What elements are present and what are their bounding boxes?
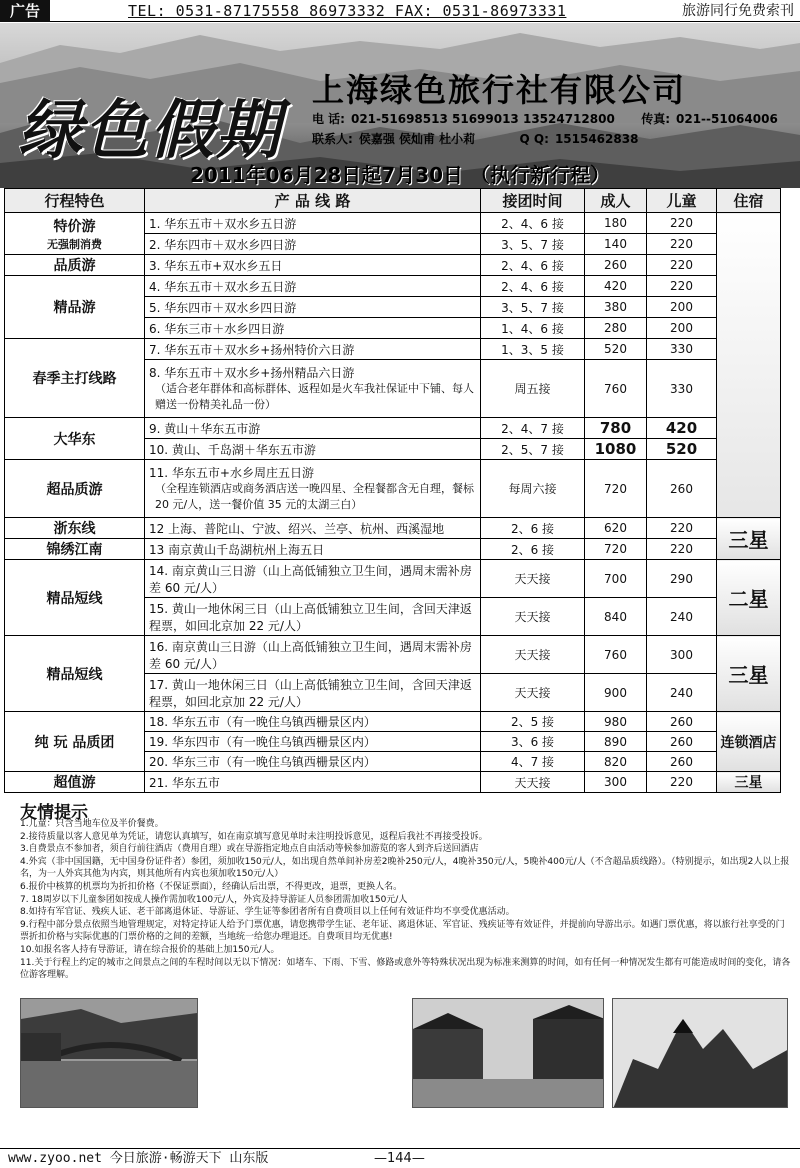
table-header-row: [5, 189, 781, 213]
ancient-town-bridge-photo: [20, 998, 198, 1108]
tip-item: 2.接待质量以客人意见单为凭证，请您认真填写，如在南京填写意见单时未注明投诉意见，返程后我社不再接受投诉。: [20, 831, 488, 842]
stay-cell: 连锁酒店: [717, 712, 781, 772]
category-cell: 纯 玩 品质团: [5, 712, 145, 772]
footer: [0, 1148, 800, 1168]
adult-price-cell: 380: [585, 297, 647, 318]
qq-label: Q Q:: [519, 132, 549, 146]
header-adult: 成人: [585, 189, 647, 213]
qq-value: 1515462838: [554, 132, 639, 146]
route-cell: 9. 黄山＋华东五市游: [145, 418, 481, 439]
tip-item: 11.关于行程上约定的城市之间景点之间的车程时间以无以下情况：如堵车、下雨、下雪、修路或意外等特殊状况出现为标准来测算的时间，如有任何一种情况发生都有可能造成时间的变化，请各位游客理解。: [20, 957, 791, 981]
route-cell: 21. 华东五市: [145, 772, 481, 793]
adult-price-cell: 760: [585, 636, 647, 674]
route-cell: 5. 华东四市＋双水乡四日游: [145, 297, 481, 318]
route-cell: 3. 华东五市+双水乡五日: [145, 255, 481, 276]
stay-cell: 三星: [717, 518, 781, 560]
category-cell: 锦绣江南: [5, 539, 145, 560]
adult-price-cell: 700: [585, 560, 647, 598]
header-child: 儿童: [647, 189, 717, 213]
tip-item: 7. 18周岁以下儿童参团如按成人操作需加收100元/人，外宾及持导游证人员参团需加收150元/人: [20, 894, 408, 905]
adult-price-cell: 620: [585, 518, 647, 539]
date-banner: 2011年06月28日起7月30日 （执行新行程）: [189, 163, 611, 187]
adult-price-cell: 260: [585, 255, 647, 276]
child-price-cell: 220: [647, 539, 717, 560]
child-price-cell: 240: [647, 598, 717, 636]
route-cell: 13 南京黄山千岛湖杭州上海五日: [145, 539, 481, 560]
table-row: [5, 418, 781, 439]
child-price-cell: 220: [647, 276, 717, 297]
stay-cell: 三星: [717, 772, 781, 793]
stay-cell-empty: [717, 213, 781, 518]
tips-list: [20, 818, 792, 982]
fax-value: 021--51064006: [676, 112, 778, 126]
phone-value: 021-51698513 51699013 13524712800: [350, 112, 615, 126]
child-price-cell: 200: [647, 297, 717, 318]
time-cell: 2、4、6 接: [481, 276, 585, 297]
stay-cell: 二星: [717, 560, 781, 636]
page-number: —144—: [374, 1151, 425, 1166]
child-price-cell: 220: [647, 213, 717, 234]
time-cell: 2、4、6 接: [481, 213, 585, 234]
time-cell: 2、6 接: [481, 518, 585, 539]
fax-label: 传真:: [641, 112, 670, 126]
table-row: [5, 712, 781, 732]
time-cell: 2、4、7 接: [481, 418, 585, 439]
route-cell: 12 上海、普陀山、宁波、绍兴、兰亭、杭州、西溪湿地: [145, 518, 481, 539]
route-cell: 19. 华东四市（有一晚住乌镇西栅景区内）: [145, 732, 481, 752]
child-price-cell: 220: [647, 234, 717, 255]
contacts-value: 侯嘉强 侯灿甫 杜小莉: [358, 132, 476, 146]
table-row: [5, 518, 781, 539]
adult-price-cell: 420: [585, 276, 647, 297]
time-cell: 周五接: [481, 360, 585, 418]
route-cell: 14. 南京黄山三日游（山上高低铺独立卫生间，遇周末需补房差 60 元/人）: [145, 560, 481, 598]
tip-item: 6.报价中核算的机票均为折扣价格（不保证票面），经确认后出票，不得更改，退票，更换人名。: [20, 881, 403, 892]
child-price-cell: 260: [647, 732, 717, 752]
table-row: [5, 460, 781, 518]
adult-price-cell: 980: [585, 712, 647, 732]
route-cell: 10. 黄山、千岛湖＋华东五市游: [145, 439, 481, 460]
time-cell: 3、6 接: [481, 732, 585, 752]
route-cell: 6. 华东三市＋水乡四日游: [145, 318, 481, 339]
route-cell: 8. 华东五市＋双水乡+扬州精品六日游 （适合老年群体和高标群体、返程如是火车我社保证中下铺、每人赠送一份精美礼品一份）: [145, 360, 481, 418]
time-cell: 天天接: [481, 598, 585, 636]
time-cell: 2、5 接: [481, 712, 585, 732]
contacts-label: 联系人:: [312, 132, 353, 146]
header-time: 接团时间: [481, 189, 585, 213]
time-cell: 3、5、7 接: [481, 234, 585, 255]
company-name: 上海绿色旅行社有限公司: [312, 71, 687, 109]
tip-item: 3.自费景点不参加者，须自行前往酒店（费用自理）或在导游指定地点自由活动等候参加游览的客人到齐后送回酒店: [20, 844, 479, 855]
table-row: [5, 255, 781, 276]
route-cell: 15. 黄山一地休闲三日（山上高低铺独立卫生间，含回天津返程票，如回北京加 22 元/人）: [145, 598, 481, 636]
child-price-cell: 260: [647, 712, 717, 732]
tip-item: 9.行程中部分景点依照当地管理规定，对特定持证人给予门票优惠，请您携带学生证、老年证、离退休证、军官证、残疾证等有效证件，并提前向导游出示。如遇门票优惠，将以旅行社享受的门票折扣价格与实际优惠的门票价格的之间的差额，当地统一给您办理退还。自费项目均无优惠!: [20, 919, 785, 943]
phone-label: 电 话:: [312, 112, 345, 126]
time-cell: 2、6 接: [481, 539, 585, 560]
adult-price-cell: 840: [585, 598, 647, 636]
child-price-cell: 200: [647, 318, 717, 339]
adult-price-cell: 180: [585, 213, 647, 234]
tip-item: 8.如持有军官证、残疾人证、老干部离退休证、导游证、学生证等参团者所有自费项目以上任何有效证件均不享受优惠活动。: [20, 907, 515, 918]
adult-price-cell: 890: [585, 732, 647, 752]
route-cell: 18. 华东五市（有一晚住乌镇西栅景区内）: [145, 712, 481, 732]
adult-price-cell: 300: [585, 772, 647, 793]
table-row: [5, 339, 781, 360]
child-price-cell: 330: [647, 360, 717, 418]
ad-badge: 广告: [0, 0, 50, 22]
child-price-cell: 220: [647, 518, 717, 539]
route-cell: 16. 南京黄山三日游（山上高低铺独立卫生间，遇周末需补房差 60 元/人）: [145, 636, 481, 674]
adult-price-cell: 900: [585, 674, 647, 712]
water-town-canal-photo: [412, 998, 604, 1108]
route-note: （全程连锁酒店或商务酒店送一晚四星、全程餐都含无自理，餐标 20 元/人，送一餐价值 35 元的太湖三白）: [155, 482, 474, 511]
header-route: 产 品 线 路: [145, 189, 481, 213]
itinerary-price-table: [4, 188, 781, 793]
photo-strip: [20, 998, 788, 1108]
adult-price-cell: 140: [585, 234, 647, 255]
top-contact-line: TEL: 0531-87175558 86973332 FAX: 0531-86973331: [128, 2, 567, 20]
huangshan-mountain-photo: [612, 998, 788, 1108]
time-cell: 天天接: [481, 636, 585, 674]
adult-price-cell: 1080: [585, 439, 647, 460]
tip-item: 1.儿童：只含当地车位及半价餐费。: [20, 819, 164, 829]
brand-logo-text: 绿色假期: [18, 93, 282, 168]
route-cell: 2. 华东四市＋双水乡四日游: [145, 234, 481, 255]
route-cell: 20. 华东三市（有一晚住乌镇西栅景区内）: [145, 752, 481, 772]
route-cell: 7. 华东五市＋双水乡+扬州特价六日游: [145, 339, 481, 360]
child-price-cell: 260: [647, 752, 717, 772]
child-price-cell: 420: [647, 418, 717, 439]
route-cell: 11. 华东五市+水乡周庄五日游 （全程连锁酒店或商务酒店送一晚四星、全程餐都含无自理，餐标 20 元/人，送一餐价值 35 元的太湖三白）: [145, 460, 481, 518]
table-row: [5, 560, 781, 598]
time-cell: 天天接: [481, 674, 585, 712]
category-cell: 超值游: [5, 772, 145, 793]
time-cell: 每周六接: [481, 460, 585, 518]
category-cell: 超品质游: [5, 460, 145, 518]
category-cell: 精品短线: [5, 560, 145, 636]
time-cell: 2、5、7 接: [481, 439, 585, 460]
child-price-cell: 220: [647, 772, 717, 793]
child-price-cell: 290: [647, 560, 717, 598]
time-cell: 天天接: [481, 772, 585, 793]
adult-price-cell: 280: [585, 318, 647, 339]
child-price-cell: 260: [647, 460, 717, 518]
child-price-cell: 220: [647, 255, 717, 276]
tip-item: 4.外宾（非中国国籍，无中国身份证件者）参团，须加收150元/人，如出现自然单间补房差2晚补250元/人，4晚补350元/人，5晚补400元/人（不含超品质线路）。（特别提示，如出现2人以上报名，为一人外宾其他为内宾，则其他所有内宾也须加收150元/人）: [20, 856, 790, 880]
header-feature: 行程特色: [5, 189, 145, 213]
adult-price-cell: 720: [585, 539, 647, 560]
category-cell: 浙东线: [5, 518, 145, 539]
time-cell: 1、3、5 接: [481, 339, 585, 360]
adult-price-cell: 760: [585, 360, 647, 418]
route-cell: 1. 华东五市＋双水乡五日游: [145, 213, 481, 234]
adult-price-cell: 520: [585, 339, 647, 360]
category-cell: 精品游: [5, 276, 145, 339]
table-row: [5, 636, 781, 674]
child-price-cell: 520: [647, 439, 717, 460]
table-row: [5, 772, 781, 793]
time-cell: 2、4、6 接: [481, 255, 585, 276]
category-cell: 特价游 无强制消费: [5, 213, 145, 255]
route-note: （适合老年群体和高标群体、返程如是火车我社保证中下铺、每人赠送一份精美礼品一份）: [155, 382, 474, 411]
time-cell: 4、7 接: [481, 752, 585, 772]
category-cell: 大华东: [5, 418, 145, 460]
tips-title: 友情提示: [20, 803, 88, 823]
child-price-cell: 300: [647, 636, 717, 674]
header-banner: [0, 23, 800, 188]
table-row: [5, 213, 781, 234]
header-stay: 住宿: [717, 189, 781, 213]
adult-price-cell: 780: [585, 418, 647, 439]
route-cell: 4. 华东五市＋双水乡五日游: [145, 276, 481, 297]
child-price-cell: 240: [647, 674, 717, 712]
category-cell: 春季主打线路: [5, 339, 145, 418]
table-row: [5, 276, 781, 297]
tip-item: 10.如报名客人持有导游证，请在综合报价的基础上加150元/人。: [20, 944, 280, 955]
top-bar: [0, 0, 800, 22]
time-cell: 3、5、7 接: [481, 297, 585, 318]
table-row: [5, 539, 781, 560]
stay-cell: 三星: [717, 636, 781, 712]
adult-price-cell: 820: [585, 752, 647, 772]
route-cell: 17. 黄山一地休闲三日（山上高低铺独立卫生间，含回天津返程票，如回北京加 22 元/人）: [145, 674, 481, 712]
category-cell: 品质游: [5, 255, 145, 276]
footer-website: www.zyoo.net 今日旅游·畅游天下 山东版: [8, 1151, 269, 1166]
time-cell: 1、4、6 接: [481, 318, 585, 339]
adult-price-cell: 720: [585, 460, 647, 518]
time-cell: 天天接: [481, 560, 585, 598]
child-price-cell: 330: [647, 339, 717, 360]
contact-block: [312, 109, 778, 149]
category-cell: 精品短线: [5, 636, 145, 712]
free-index-label: 旅游同行免费索刊: [682, 3, 794, 19]
